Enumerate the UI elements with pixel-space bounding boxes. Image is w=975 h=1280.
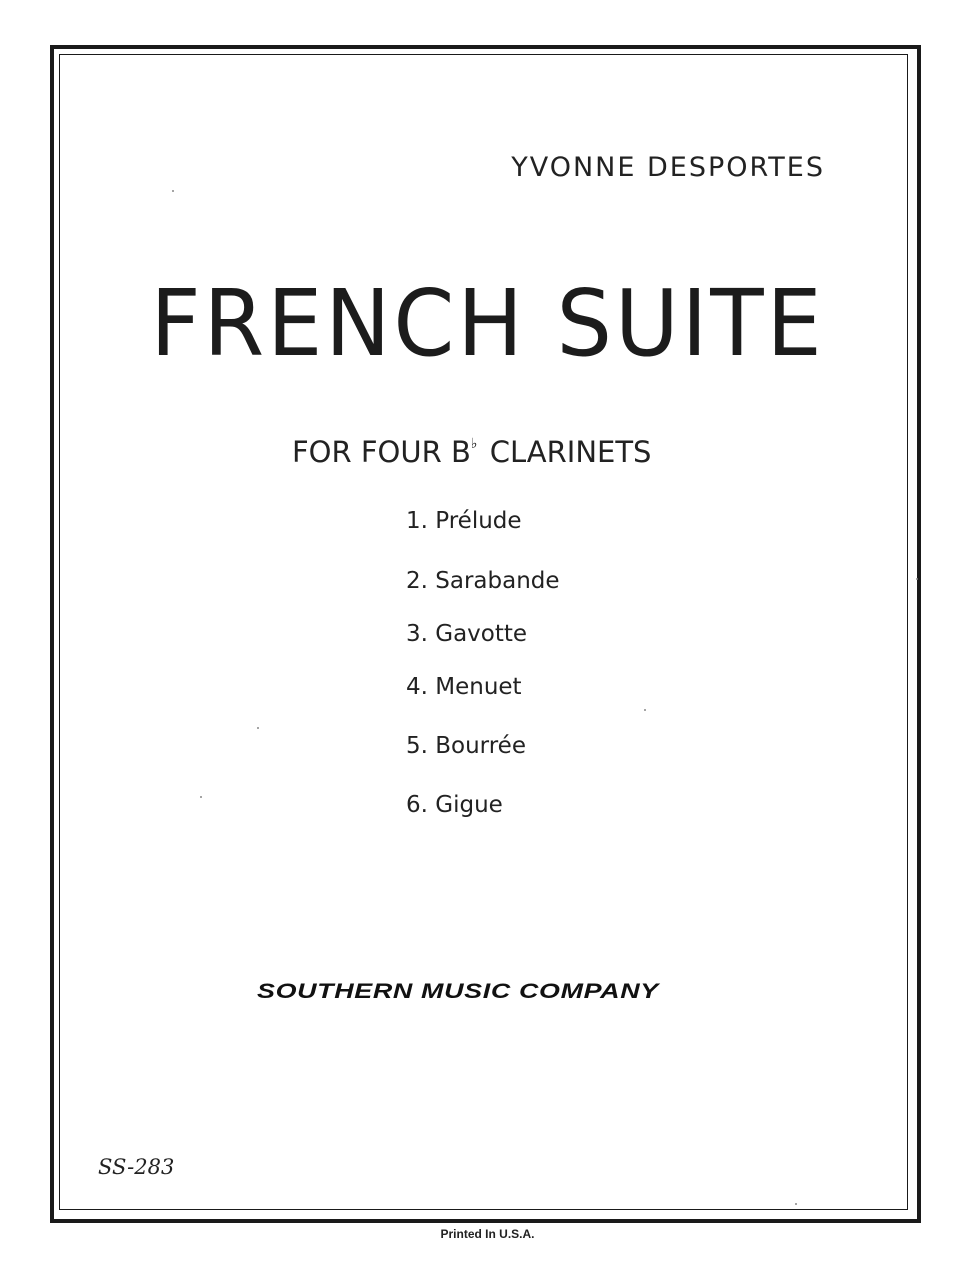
movement-item-gigue: 6. Gigue (406, 792, 503, 818)
movement-item-prelude: 1. Prélude (406, 508, 522, 534)
paper-speck (257, 727, 259, 729)
flat-sign-icon: ♭ (470, 436, 478, 452)
movement-item-menuet: 4. Menuet (406, 674, 522, 700)
paper-speck (644, 709, 646, 711)
movement-item-bourree: 5. Bourrée (406, 733, 526, 759)
instrumentation-suffix: CLARINETS (480, 435, 652, 469)
publisher-name: SOUTHERN MUSIC COMPANY (257, 980, 659, 1003)
catalog-number: SS-283 (98, 1155, 175, 1179)
printed-in-notice: Printed In U.S.A. (440, 1227, 535, 1241)
paper-speck (916, 578, 918, 580)
paper-speck (172, 190, 174, 192)
composer-name: YVONNE DESPORTES (511, 152, 825, 183)
page-title: FRENCH SUITE (150, 270, 825, 377)
paper-speck (200, 796, 202, 798)
paper-speck (795, 1203, 797, 1205)
movement-item-gavotte: 3. Gavotte (406, 621, 528, 647)
movement-item-sarabande: 2. Sarabande (406, 568, 560, 594)
instrumentation-prefix: FOR FOUR B (292, 435, 471, 469)
instrumentation-line (292, 435, 651, 469)
